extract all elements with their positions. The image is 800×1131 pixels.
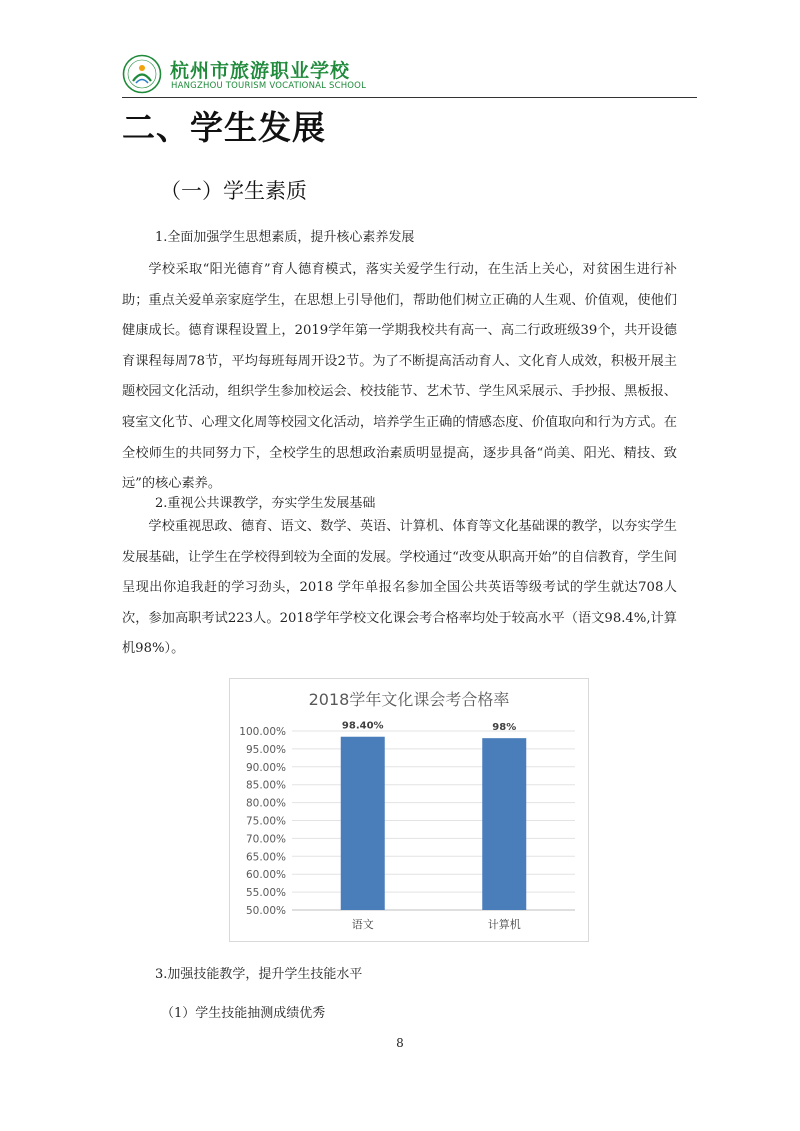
section-title: 二、学生发展 (122, 108, 326, 147)
y-tick-label: 60.00% (245, 869, 286, 882)
page-header (122, 52, 697, 98)
chart-title: 2018学年文化课会考合格率 (308, 690, 510, 709)
item2-heading: 2.重视公共课教学，夯实学生发展基础 (155, 496, 376, 511)
y-tick-label: 95.00% (245, 743, 286, 756)
bar (482, 738, 526, 910)
category-label: 计算机 (487, 918, 521, 931)
bar (341, 737, 385, 910)
page-number: 8 (396, 1036, 404, 1050)
y-tick-label: 55.00% (245, 887, 286, 900)
bar-data-label: 98.40% (341, 720, 384, 732)
school-logo-icon (122, 54, 162, 94)
bar-data-label: 98% (492, 722, 517, 734)
header-divider (122, 97, 697, 98)
y-tick-label: 85.00% (245, 779, 286, 792)
item1-paragraph: 学校采取“阳光德育”育人德育模式，落实关爱学生行动，在生活上关心，对贫困生进行补助；重点关爱单亲家庭学生，在思想上引导他们，帮助他们树立正确的人生观、价值观，使他们健康成长。德育课程设置上，2019学年第一学期我校共有高一、高二行政班级39个，共开设德育课程每周78节，平均每班每周开设2节。为了不断提高活动育人、文化育人成效，积极开展主题校园文化活动，组织学生参加校运会、校技能节、艺术节、学生风采展示、手抄报、黑板报、寝室文化节、心理文化周等校园文化活动，培养学生正确的情感态度、价值取向和行为方式。在全校师生的共同努力下，全校学生的思想政治素质明显提高，逐步具备“尚美、阳光、精技、致远”的核心素养。 (122, 262, 677, 492)
school-name-cn: 杭州市旅游职业学校 (170, 60, 351, 82)
y-tick-label: 90.00% (245, 761, 286, 774)
subsection-title: （一）学生素质 (160, 179, 307, 203)
y-tick-label: 80.00% (245, 797, 286, 810)
y-tick-label: 65.00% (245, 851, 286, 864)
y-tick-label: 100.00% (239, 726, 286, 738)
y-tick-label: 75.00% (245, 815, 286, 828)
item1-heading: 1.全面加强学生思想素质，提升核心素养发展 (155, 230, 415, 245)
item3-heading: 3.加强技能教学，提升学生技能水平 (155, 967, 363, 982)
y-tick-label: 50.00% (245, 905, 286, 917)
chart-canvas (230, 679, 588, 941)
item2-paragraph: 学校重视思政、德育、语文、数学、英语、计算机、体育等文化基础课的教学，以夯实学生发展基础，让学生在学校得到较为全面的发展。学校通过“改变从职高开始”的自信教育，学生间呈现出你追我赶的学习劲头，2018 学年单报名参加全国公共英语等级考试的学生就达708人次，参加高职考试223人。2018学年学校文化课会考合格率均处于较高水平（语文98.4%,计算机98%）。 (122, 519, 677, 657)
item3-subheading: （1）学生技能抽测成绩优秀 (161, 1006, 326, 1021)
y-tick-label: 70.00% (245, 833, 286, 846)
category-label: 语文 (351, 918, 374, 931)
pass-rate-chart (229, 678, 589, 942)
school-name-en: HANGZHOU TOURISM VOCATIONAL SCHOOL (171, 81, 367, 91)
